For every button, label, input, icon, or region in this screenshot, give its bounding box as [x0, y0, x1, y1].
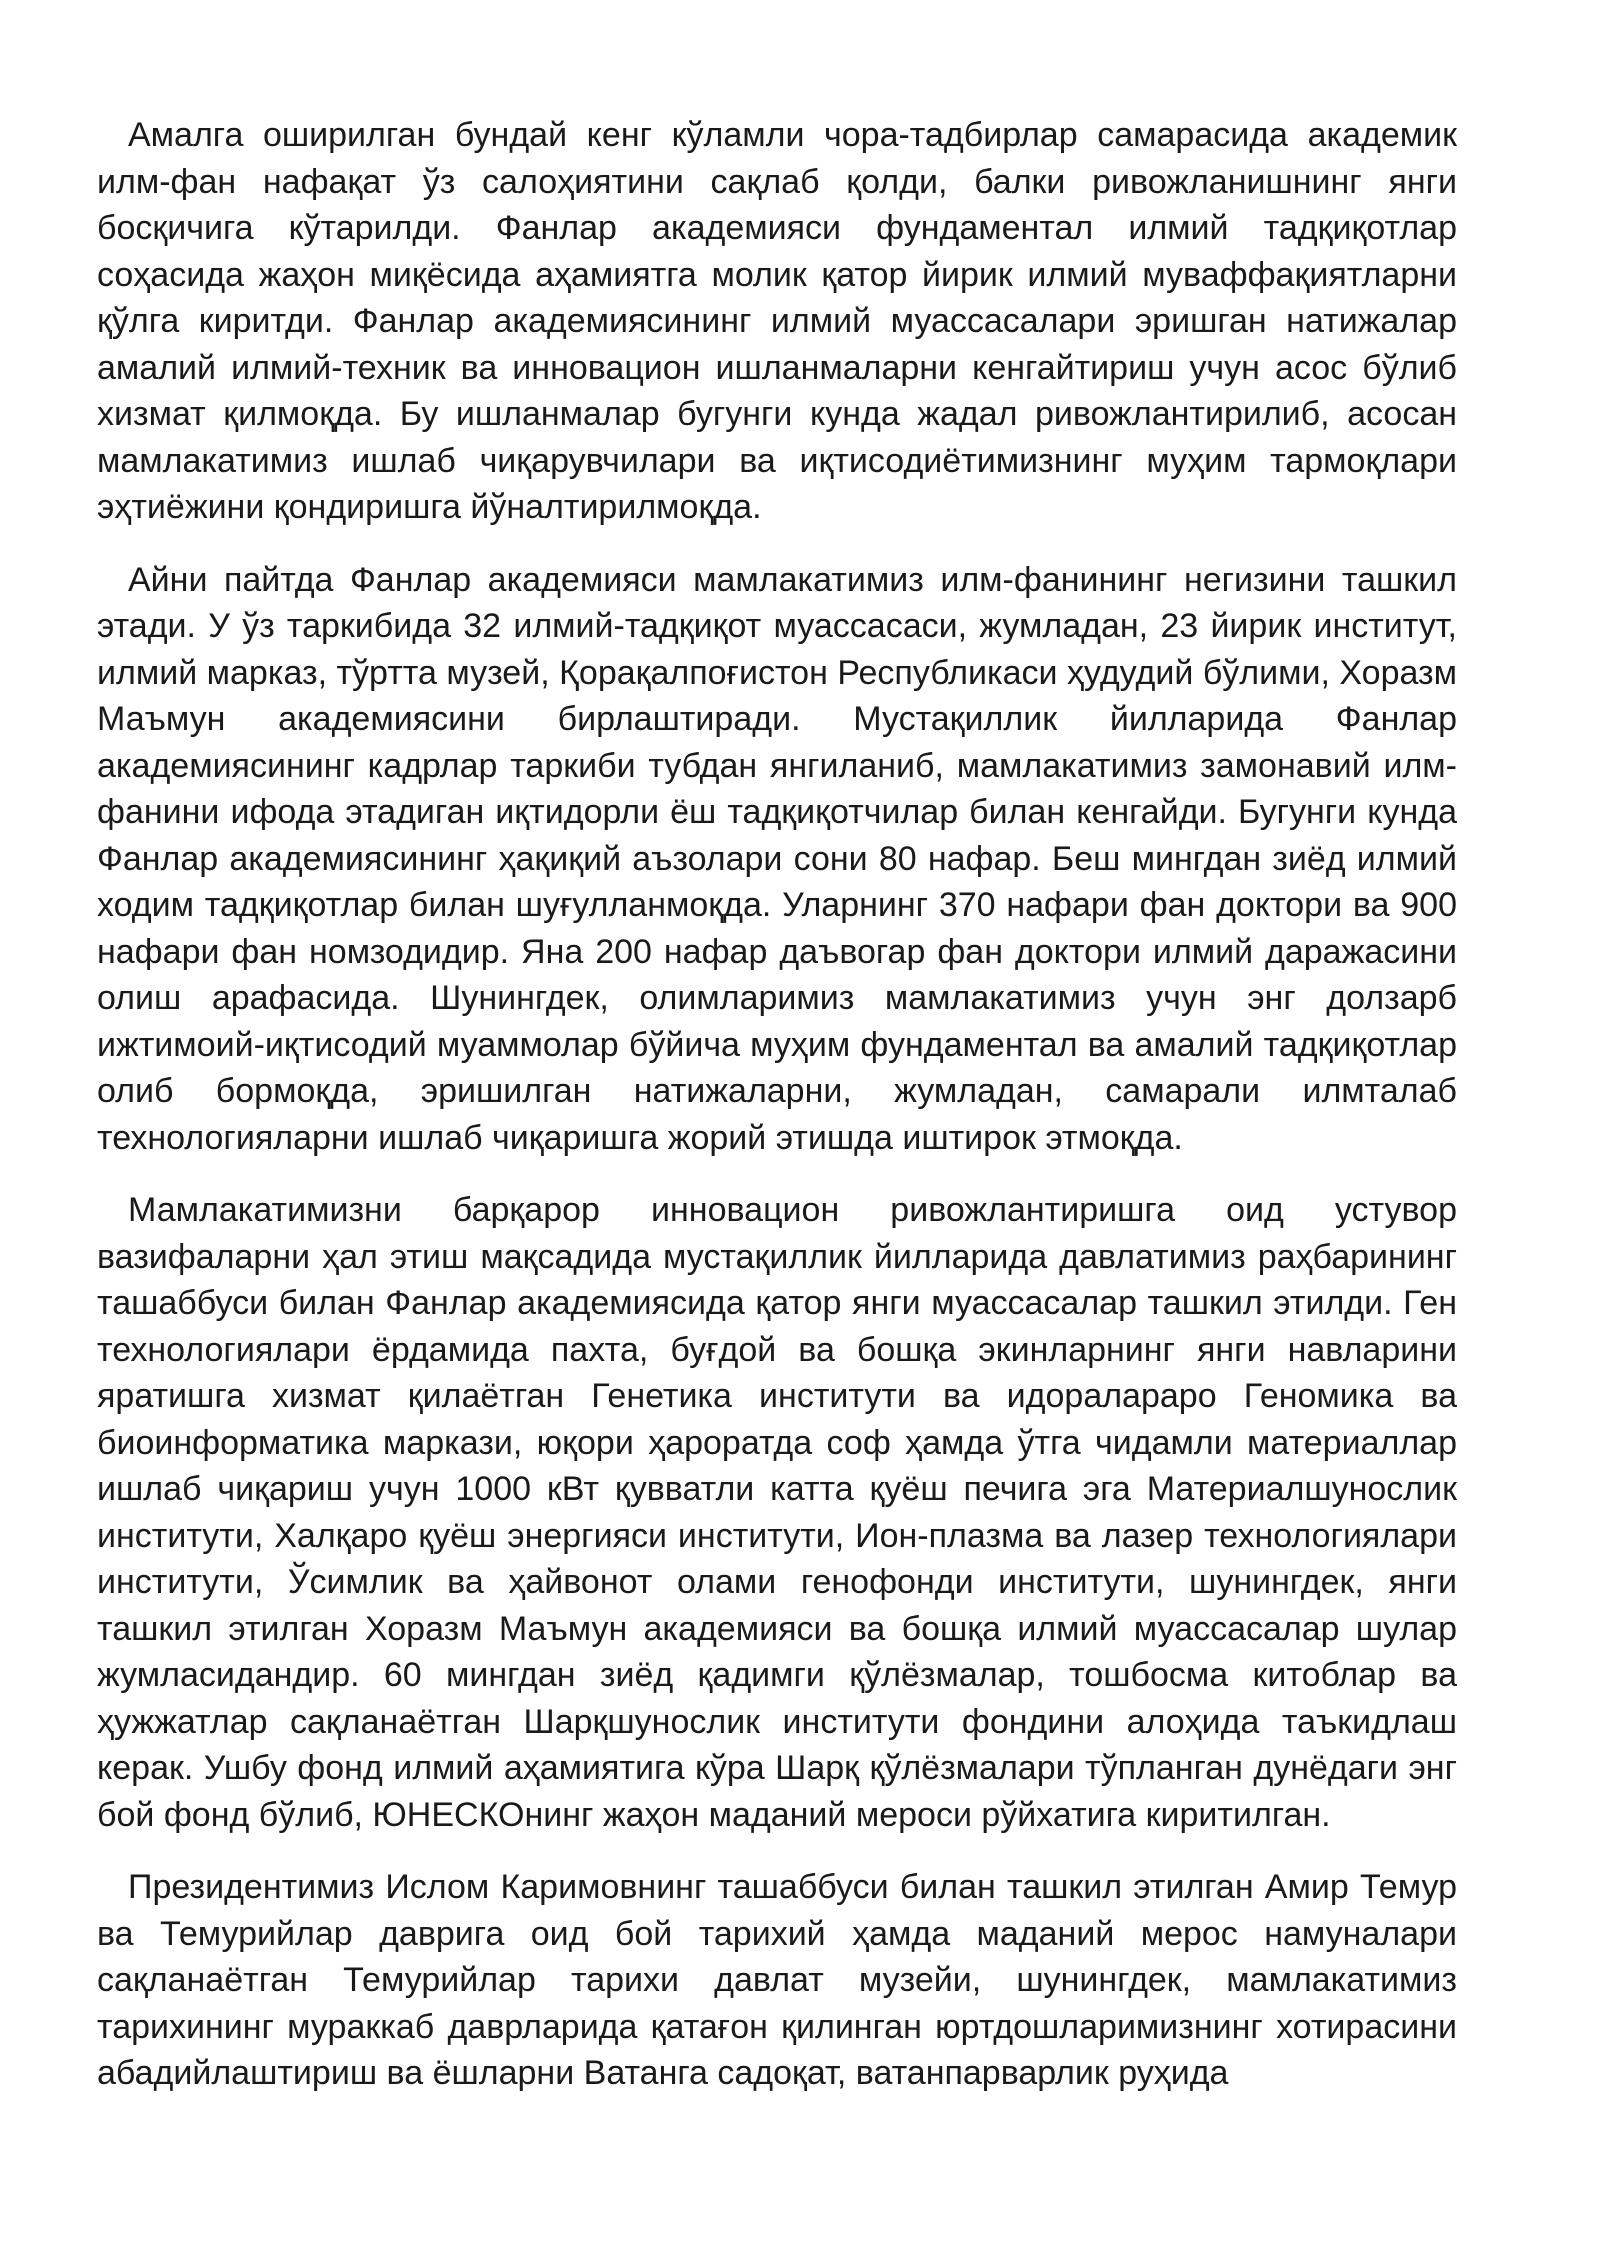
document-body	[97, 112, 1457, 2097]
paragraph-1: Амалга оширилган бундай кенг кўламли чора-тадбирлар самарасида академик илм-фан нафақат ўз салоҳиятини сақлаб қолди, балки ривожланишнинг янги босқичига кўтарилди. Фанлар академияси фундаментал илмий тадқиқотлар соҳасида жаҳон миқёсида аҳамиятга молик қатор йирик илмий муваффақиятларни қўлга киритди. Фанлар академиясининг илмий муассасалари эришган натижалар амалий илмий-техник ва инновацион ишланмаларни кенгайтириш учун асос бўлиб хизмат қилмоқда. Бу ишланмалар бугунги кунда жадал ривожлантирилиб, асосан мамлакатимиз ишлаб чиқарувчилари ва иқтисодиётимизнинг муҳим тармоқлари эҳтиёжини қондиришга йўналтирилмоқда.	[97, 116, 1457, 526]
paragraph-4: Президентимиз Ислом Каримовнинг ташаббуси билан ташкил этилган Амир Темур ва Темурийлар даврига оид бой тарихий ҳамда маданий мерос намуналари сақланаётган Темурийлар тарихи давлат музейи, шунингдек, мамлакатимиз тарихининг мураккаб даврларида қатағон қилинган юртдошларимизнинг хотирасини абадийлаштириш ва ёшларни Ватанга садоқат, ватанпарварлик руҳида	[97, 1868, 1457, 2092]
paragraph-3: Мамлакатимизни барқарор инновацион ривожлантиришга оид устувор вазифаларни ҳал этиш мақсадида мустақиллик йилларида давлатимиз раҳбарининг ташаббуси билан Фанлар академиясида қатор янги муассасалар ташкил этилди. Ген технологиялари ёрдамида пахта, буғдой ва бошқа экинларнинг янги навларини яратишга хизмат қилаётган Генетика институти ва идоралараро Геномика ва биоинформатика маркази, юқори ҳароратда соф ҳамда ўтга чидамли материаллар ишлаб чиқариш учун 1000 кВт қувватли катта қуёш печига эга Материалшунослик институти, Халқаро қуёш энергияси институти, Ион-плазма ва лазер технологиялари институти, Ўсимлик ва ҳайвонот олами генофонди институти, шунингдек, янги ташкил этилган Хоразм Маъмун академияси ва бошқа илмий муассасалар шулар жумласидандир. 60 мингдан зиёд қадимги қўлёзмалар, тошбосма китоблар ва ҳужжатлар сақланаётган Шарқшунослик институти фондини алоҳида таъкидлаш керак. Ушбу фонд илмий аҳамиятига кўра Шарқ қўлёзмалари тўпланган дунёдаги энг бой фонд бўлиб, ЮНЕСКОнинг жаҳон маданий мероси рўйхатига киритилган.	[97, 1191, 1457, 1834]
paragraph-2: Айни пайтда Фанлар академияси мамлакатимиз илм-фанининг негизини ташкил этади. У ўз таркибида 32 илмий-тадқиқот муассасаси, жумладан, 23 йирик институт, илмий марказ, тўртта музей, Қорақалпоғистон Республикаси ҳудудий бўлими, Хоразм Маъмун академиясини бирлаштиради. Мустақиллик йилларида Фанлар академиясининг кадрлар таркиби тубдан янгиланиб, мамлакатимиз замонавий илм-фанини ифода этадиган иқтидорли ёш тадқиқотчилар билан кенгайди. Бугунги кунда Фанлар академиясининг ҳақиқий аъзолари сони 80 нафар. Беш мингдан зиёд илмий ходим тадқиқотлар билан шуғулланмоқда. Уларнинг 370 нафари фан доктори ва 900 нафари фан номзодидир. Яна 200 нафар даъвогар фан доктори илмий даражасини олиш арафасида. Шунингдек, олимларимиз мамлакатимиз учун энг долзарб ижтимоий-иқтисодий муаммолар бўйича муҳим фундаментал ва амалий тадқиқотлар олиб бормоқда, эришилган натижаларни, жумладан, самарали илмталаб технологияларни ишлаб чиқаришга жорий этишда иштирок этмоқда.	[97, 560, 1457, 1157]
